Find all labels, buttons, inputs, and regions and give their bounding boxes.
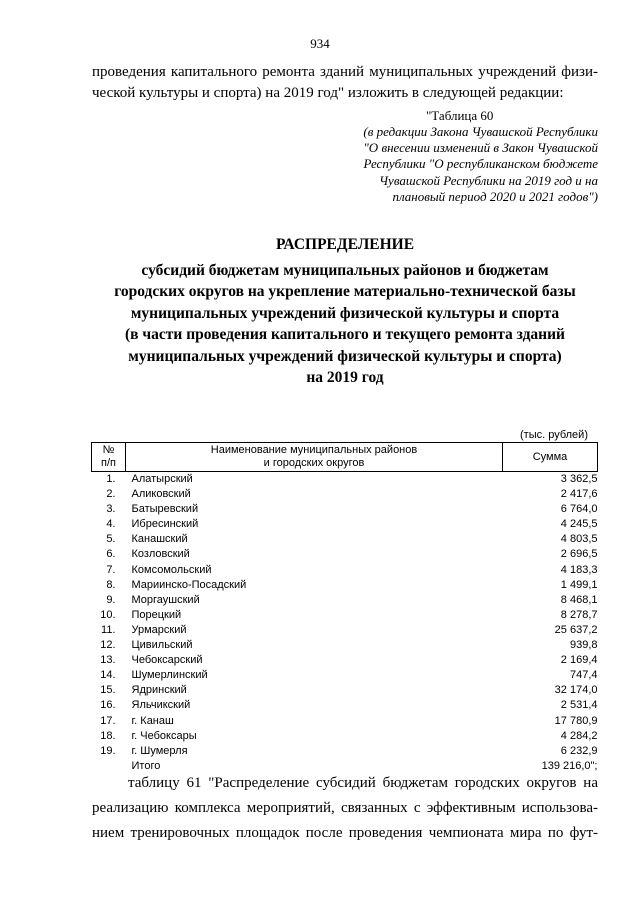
table-row xyxy=(92,714,598,729)
table-body xyxy=(92,472,598,774)
table-row xyxy=(92,744,598,759)
header-num: № п/п xyxy=(92,443,126,472)
row-number: 13. xyxy=(100,654,116,667)
row-number: 11. xyxy=(101,623,116,636)
page-number: 934 xyxy=(310,36,330,51)
header-sum: Сумма xyxy=(503,443,598,472)
row-name: Мариинско-Посадский xyxy=(131,578,247,591)
row-sum: 6 232,9 xyxy=(560,744,598,757)
row-sum: 8 468,1 xyxy=(560,593,598,606)
row-name: Аликовский xyxy=(131,488,191,501)
edition-note xyxy=(330,124,598,205)
row-number: 2. xyxy=(106,488,116,501)
intro-line: ческой культуры и спорта) на 2019 год" изложить в следующей редакции: xyxy=(92,85,564,101)
row-number: 15. xyxy=(100,684,116,697)
intro-line: проведения капитального ремонта зданий муниципальных учреждений физи- xyxy=(92,64,598,80)
row-sum: 4 183,3 xyxy=(560,563,598,576)
row-sum: 2 169,4 xyxy=(560,654,598,667)
title-line: (в части проведения капитального и текущего ремонта зданий xyxy=(125,326,565,343)
title-line: РАСПРЕДЕЛЕНИЕ xyxy=(275,236,415,253)
row-sum: 8 278,7 xyxy=(560,608,598,621)
row-name: Шумерлинский xyxy=(131,669,208,682)
row-name: Батыревский xyxy=(131,503,199,516)
title-line: городских округов на укрепление материально-технической базы xyxy=(114,283,576,300)
table-row xyxy=(92,653,598,668)
row-name: Канашский xyxy=(131,533,188,546)
row-number: 4. xyxy=(106,518,116,531)
distribution-table xyxy=(91,442,598,774)
table-header-row xyxy=(92,443,598,472)
header-name: Наименование муниципальных районов и городских округов xyxy=(126,443,503,472)
table-row xyxy=(92,578,598,593)
row-name: Алатырский xyxy=(131,473,193,485)
row-name: Урмарский xyxy=(131,623,187,636)
outro-line: реализацию комплекса мероприятий, связанных с эффективным использова- xyxy=(92,800,598,816)
row-number: 19. xyxy=(100,744,116,757)
row-sum: 6 764,0 xyxy=(560,503,598,516)
edition-line: "О внесении изменений в Закон Чувашской xyxy=(363,140,598,156)
row-sum: 3 362,5 xyxy=(560,473,598,485)
row-name: Козловский xyxy=(131,548,190,561)
row-name: г. Канаш xyxy=(131,714,174,727)
title-line: муниципальных учреждений физической культуры и спорта) xyxy=(128,347,562,365)
row-sum: 2 417,6 xyxy=(560,488,598,501)
row-name: Ядринский xyxy=(131,684,187,697)
edition-line: Чувашской Республики на 2019 год и на xyxy=(379,172,598,188)
row-sum: 747,4 xyxy=(569,669,598,682)
document-title xyxy=(92,234,598,389)
row-sum: 17 780,9 xyxy=(554,714,598,727)
row-sum: 939,8 xyxy=(569,639,598,652)
row-name: Цивильский xyxy=(131,639,193,652)
row-number: 18. xyxy=(100,729,116,742)
row-sum: 2 531,4 xyxy=(560,699,598,712)
row-sum: 2 696,5 xyxy=(560,548,598,561)
title-line: муниципальных учреждений физической культуры и спорта xyxy=(130,304,560,322)
row-number: 12. xyxy=(100,639,116,652)
row-name: г. Чебоксары xyxy=(131,729,197,742)
row-number: 14. xyxy=(100,669,116,682)
row-sum: 1 499,1 xyxy=(560,578,598,591)
table-row xyxy=(92,698,598,713)
edition-line: плановый период 2020 и 2021 годов") xyxy=(392,188,598,204)
row-sum: 4 284,2 xyxy=(560,729,598,742)
table-row xyxy=(92,668,598,683)
units-label: (тыс. рублей) xyxy=(520,429,588,441)
row-number: 6. xyxy=(106,548,116,561)
row-name: Ибресинский xyxy=(131,518,199,531)
intro-paragraph xyxy=(92,62,598,104)
row-sum: 4 803,5 xyxy=(560,533,598,546)
table-row xyxy=(92,532,598,547)
table-row xyxy=(92,502,598,517)
table-row xyxy=(92,472,598,488)
row-number: 10. xyxy=(100,608,116,621)
row-number: 3. xyxy=(106,503,116,516)
table-reference: "Таблица 60 xyxy=(426,108,494,123)
row-sum: 25 637,2 xyxy=(554,623,598,636)
row-sum: 139 216,0"; xyxy=(541,759,598,772)
table-row xyxy=(92,608,598,623)
edition-line: Республики "О республиканском бюджете xyxy=(363,156,598,172)
outro-paragraph xyxy=(92,771,598,846)
table-row xyxy=(92,729,598,744)
row-name: Моргаушский xyxy=(131,593,200,606)
edition-line: (в редакции Закона Чувашской Республики xyxy=(363,124,598,139)
row-name: Яльчикский xyxy=(131,699,191,712)
table-row xyxy=(92,593,598,608)
title-line: субсидий бюджетам муниципальных районов и бюджетам xyxy=(141,261,549,279)
row-number: 9. xyxy=(106,593,116,606)
row-sum: 4 245,5 xyxy=(560,518,598,531)
outro-line: таблицу 61 "Распределение субсидий бюджетам городских округов на xyxy=(128,775,598,791)
row-number: 7. xyxy=(106,563,116,576)
table-row xyxy=(92,563,598,578)
row-name: Чебоксарский xyxy=(131,654,203,667)
row-name: Порецкий xyxy=(131,608,182,621)
table-row xyxy=(92,623,598,638)
row-sum: 32 174,0 xyxy=(554,684,598,697)
row-name: г. Шумерля xyxy=(131,744,188,757)
table-row xyxy=(92,517,598,532)
title-line: на 2019 год xyxy=(306,369,384,386)
table-row xyxy=(92,683,598,698)
row-name: Итого xyxy=(131,759,161,772)
outro-line: нием тренировочных площадок после проведения чемпионата мира по фут- xyxy=(92,825,598,841)
table-row xyxy=(92,487,598,502)
table-row xyxy=(92,638,598,653)
row-number: 8. xyxy=(106,578,116,591)
row-number: 16. xyxy=(100,699,116,712)
row-number: 17. xyxy=(100,714,116,727)
row-name: Комсомольский xyxy=(131,563,212,576)
row-number: 5. xyxy=(106,533,116,546)
table-row xyxy=(92,547,598,562)
row-number: 1. xyxy=(106,473,116,485)
